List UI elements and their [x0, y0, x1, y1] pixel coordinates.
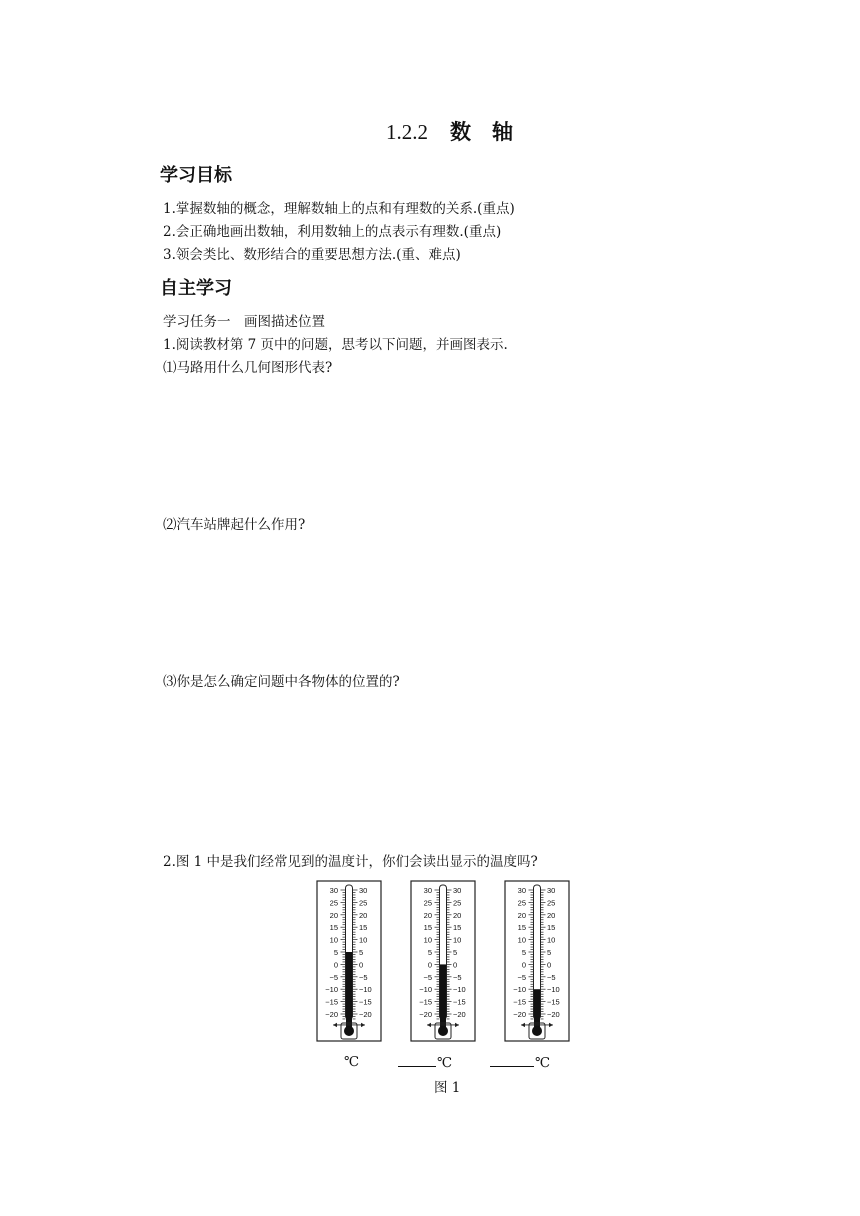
scale-label-right: 10 [359, 935, 368, 945]
scale-label-right: 20 [453, 910, 462, 920]
scale-label-right: 15 [359, 923, 368, 933]
scale-label-right: −5 [359, 972, 368, 982]
scale-label-right: 15 [453, 923, 462, 933]
scale-label-right: 25 [547, 898, 556, 908]
scale-label-left: −20 [513, 1010, 526, 1019]
question-1-part-3: ⑶你是怎么确定问题中各物体的位置的? [163, 674, 400, 690]
scale-label-left: −10 [513, 985, 526, 995]
objective-item-3: 3.领会类比、数形结合的重要思想方法.(重、难点) [163, 247, 461, 263]
thermometer-bulb-2 [438, 1026, 448, 1036]
scale-label-right: −10 [453, 985, 466, 995]
scale-label-right: 5 [359, 948, 364, 957]
thermometer-mercury-1 [346, 952, 352, 1027]
scale-label-left: 0 [427, 960, 432, 970]
scale-label-left: 10 [329, 935, 338, 945]
scale-label-left: −5 [517, 972, 526, 982]
scale-label-left: −10 [419, 985, 432, 995]
answer-1-unit: ℃ [344, 1054, 360, 1070]
scale-label-right: 5 [453, 948, 458, 957]
scale-label-left: 20 [423, 910, 432, 920]
answer-3-unit: ℃ [535, 1055, 551, 1071]
scale-label-right: 30 [453, 886, 462, 895]
scale-label-left: 5 [521, 948, 526, 957]
scale-label-left: 0 [333, 960, 338, 970]
title-text: 数 轴 [450, 120, 513, 144]
scale-label-right: −15 [453, 997, 466, 1007]
scale-label-left: −10 [325, 985, 338, 995]
scale-label-left: 30 [517, 886, 526, 895]
task-title: 学习任务一 画图描述位置 [163, 314, 325, 330]
scale-label-left: −20 [325, 1010, 338, 1019]
thermometer-bulb-1 [344, 1026, 354, 1036]
scale-label-left: 5 [427, 948, 432, 957]
answer-3 [490, 1054, 550, 1071]
scale-label-left: −5 [329, 972, 338, 982]
scale-label-right: −15 [359, 997, 372, 1007]
scale-label-left: 30 [423, 886, 432, 895]
scale-label-left: 15 [517, 923, 526, 933]
objectives-heading: 学习目标 [160, 165, 232, 186]
scale-label-right: −20 [453, 1010, 466, 1019]
scale-label-right: 0 [359, 960, 364, 970]
self-study-heading: 自主学习 [160, 278, 232, 299]
question-1: 1.阅读教材第 7 页中的问题，思考以下问题，并画图表示. [163, 337, 508, 353]
scale-label-left: 25 [329, 898, 338, 908]
question-1-part-2: ⑵汽车站牌起什么作用? [163, 517, 306, 533]
scale-label-left: 10 [423, 935, 432, 945]
scale-label-right: 10 [547, 935, 556, 945]
scale-label-left: −15 [513, 997, 526, 1007]
scale-label-left: 20 [517, 910, 526, 920]
scale-label-left: 25 [423, 898, 432, 908]
scale-label-right: 30 [359, 886, 368, 895]
answer-2-unit: ℃ [437, 1055, 453, 1071]
scale-label-right: 0 [547, 960, 552, 970]
answer-3-blank[interactable] [490, 1054, 534, 1067]
scale-label-right: −5 [453, 972, 462, 982]
scale-label-left: 20 [329, 910, 338, 920]
scale-label-left: −15 [419, 997, 432, 1007]
scale-label-left: 5 [333, 948, 338, 957]
scale-label-right: −10 [359, 985, 372, 995]
scale-label-left: 25 [517, 898, 526, 908]
thermometers-svg [316, 880, 596, 1042]
objective-item-1: 1.掌握数轴的概念，理解数轴上的点和有理数的关系.(重点) [163, 201, 515, 217]
scale-label-right: 25 [453, 898, 462, 908]
page-title [386, 116, 513, 146]
thermometer-bulb-3 [532, 1026, 542, 1036]
scale-label-right: −10 [547, 985, 560, 995]
scale-label-left: 15 [329, 923, 338, 933]
question-2: 2.图 1 中是我们经常见到的温度计，你们会读出显示的温度吗? [163, 854, 538, 870]
answer-2-blank[interactable] [398, 1054, 436, 1067]
scale-label-right: −20 [359, 1010, 372, 1019]
answer-1 [344, 1054, 359, 1070]
scale-label-left: −15 [325, 997, 338, 1007]
scale-label-right: 20 [547, 910, 556, 920]
scale-label-right: 0 [453, 960, 458, 970]
question-1-part-1: ⑴马路用什么几何图形代表? [163, 360, 333, 376]
thermometer-mercury-3 [534, 989, 540, 1027]
scale-label-right: 25 [359, 898, 368, 908]
scale-label-right: 20 [359, 910, 368, 920]
scale-label-right: 5 [547, 948, 552, 957]
scale-label-right: 15 [547, 923, 556, 933]
objective-item-2: 2.会正确地画出数轴，利用数轴上的点表示有理数.(重点) [163, 224, 502, 240]
scale-label-left: 10 [517, 935, 526, 945]
scale-label-left: 15 [423, 923, 432, 933]
thermometer-mercury-2 [440, 964, 446, 1027]
scale-label-right: −20 [547, 1010, 560, 1019]
scale-label-left: −20 [419, 1010, 432, 1019]
scale-label-left: 30 [329, 886, 338, 895]
answer-2 [398, 1054, 452, 1071]
thermometer-figure [316, 880, 596, 1042]
scale-label-right: −5 [547, 972, 556, 982]
scale-label-right: −15 [547, 997, 560, 1007]
scale-label-right: 10 [453, 935, 462, 945]
title-number: 1.2.2 [386, 120, 428, 144]
scale-label-right: 30 [547, 886, 556, 895]
scale-label-left: −5 [423, 972, 432, 982]
figure-caption: 图 1 [434, 1080, 461, 1096]
scale-label-left: 0 [521, 960, 526, 970]
